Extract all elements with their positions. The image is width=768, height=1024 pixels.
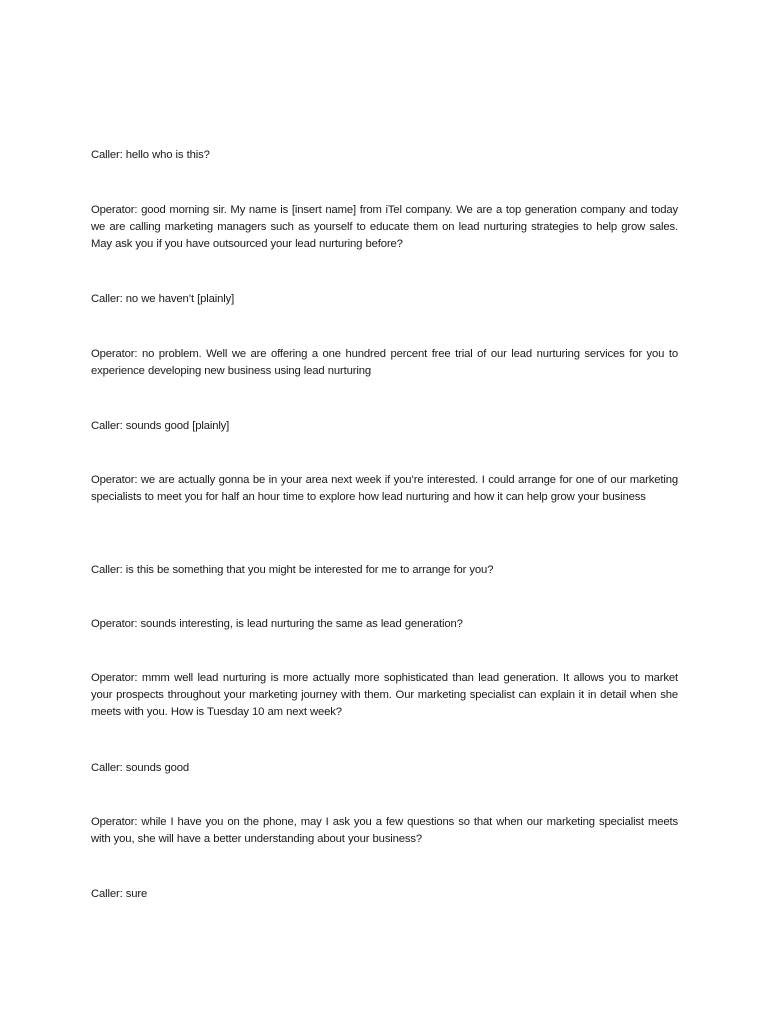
dialogue-line-caller: Caller: sounds good [plainly] bbox=[91, 420, 230, 432]
dialogue-line-caller: Caller: is this be something that you might be interested for me to arrange for you? bbox=[91, 564, 494, 576]
dialogue-line-caller: Caller: no we haven’t [plainly] bbox=[91, 293, 235, 305]
dialogue-line-caller: Caller: sure bbox=[91, 888, 148, 900]
dialogue-line-operator: Operator: good morning sir. My name is [insert name] from iTel company. We are a top generation company and today we are calling marketing managers such as yourself to educate them on lead nurturing strategies to help grow sales. May ask you if you have outsourced your lead nurturing before? bbox=[91, 204, 678, 251]
dialogue-line-operator: Operator: we are actually gonna be in your area next week if you’re interested. I could arrange for one of our marketing specialists to meet you for half an hour time to explore how lead nurturing and how it can help grow your business bbox=[91, 474, 678, 504]
dialogue-line-caller: Caller: hello who is this? bbox=[91, 149, 210, 161]
dialogue-line-operator: Operator: while I have you on the phone, may I ask you a few questions so that when our marketing specialist meets with you, she will have a better understanding about your business? bbox=[91, 816, 678, 846]
dialogue-line-operator: Operator: mmm well lead nurturing is more actually more sophisticated than lead generation. It allows you to market your prospects throughout your marketing journey with them. Our marketing specialist can explain it in detail when she meets with you. How is Tuesday 10 am next week? bbox=[91, 672, 678, 719]
dialogue-line-caller: Caller: sounds good bbox=[91, 762, 190, 774]
dialogue-line-operator: Operator: no problem. Well we are offering a one hundred percent free trial of our lead nurturing services for you to experience developing new business using lead nurturing bbox=[91, 348, 678, 378]
dialogue-line-operator: Operator: sounds interesting, is lead nurturing the same as lead generation? bbox=[91, 618, 463, 630]
